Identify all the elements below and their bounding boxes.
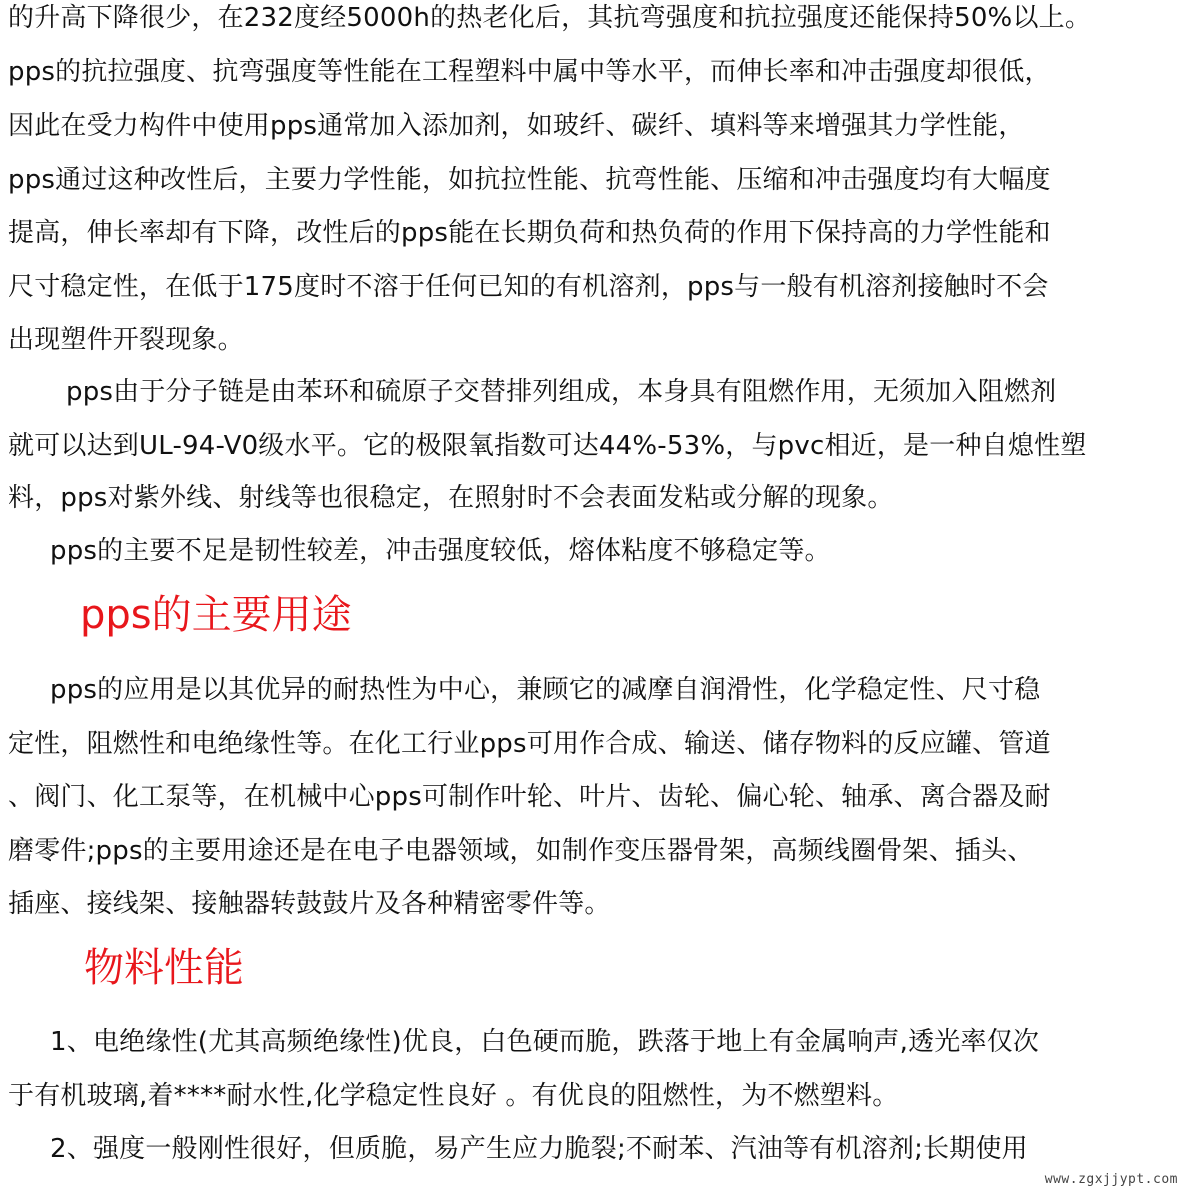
paragraph-line: pps由于分子链是由苯环和硫原子交替排列组成，本身具有阻燃作用，无须加入阻燃剂: [66, 377, 1057, 407]
paragraph-line: 尺寸稳定性，在低于175度时不溶于任何已知的有机溶剂，pps与一般有机溶剂接触时不会: [8, 272, 1049, 302]
paragraph-line: 就可以达到UL-94-V0级水平。它的极限氧指数可达44%-53%，与pvc相近，是一种自熄性塑: [8, 431, 1087, 461]
paragraph-line: 料，pps对紫外线、射线等也很稳定，在照射时不会表面发粘或分解的现象。: [8, 483, 894, 513]
paragraph-line: 、阀门、化工泵等，在机械中心pps可制作叶轮、叶片、齿轮、偏心轮、轴承、离合器及耐: [8, 782, 1051, 812]
watermark: www.zgxjjypt.com: [1044, 1172, 1178, 1187]
paragraph-line: 于有机玻璃,着****耐水性,化学稳定性良好 。有优良的阻燃性，为不燃塑料。: [8, 1081, 899, 1111]
paragraph-line: 因此在受力构件中使用pps通常加入添加剂，如玻纤、碳纤、填料等来增强其力学性能，: [8, 111, 1025, 141]
paragraph-line: 插座、接线架、接触器转鼓鼓片及各种精密零件等。: [8, 889, 611, 919]
paragraph-line: pps的抗拉强度、抗弯强度等性能在工程塑料中属中等水平，而伸长率和冲击强度却很低，: [8, 57, 1051, 87]
section-heading-properties: 物料性能: [84, 945, 244, 991]
paragraph-line: pps通过这种改性后，主要力学性能，如抗拉性能、抗弯性能、压缩和冲击强度均有大幅度: [8, 165, 1051, 195]
paragraph-line: 出现塑件开裂现象。: [8, 325, 244, 355]
paragraph-line: 2、强度一般刚性很好，但质脆，易产生应力脆裂;不耐苯、汽油等有机溶剂;长期使用: [50, 1134, 1028, 1164]
paragraph-line: 定性，阻燃性和电绝缘性等。在化工行业pps可用作合成、输送、储存物料的反应罐、管道: [8, 729, 1051, 759]
section-heading-uses: pps的主要用途: [80, 592, 352, 638]
paragraph-line: 的升高下降很少，在232度经5000h的热老化后，其抗弯强度和抗拉强度还能保持50%以上。: [8, 3, 1092, 33]
paragraph-line: 1、电绝缘性(尤其高频绝缘性)优良，白色硬而脆，跌落于地上有金属响声,透光率仅次: [50, 1027, 1040, 1057]
paragraph-line: 磨零件;pps的主要用途还是在电子电器领域，如制作变压器骨架，高频线圈骨架、插头、: [8, 836, 1034, 866]
paragraph-line: pps的主要不足是韧性较差，冲击强度较低，熔体粘度不够稳定等。: [50, 536, 831, 566]
paragraph-line: 提高，伸长率却有下降，改性后的pps能在长期负荷和热负荷的作用下保持高的力学性能和: [8, 218, 1051, 248]
paragraph-line: pps的应用是以其优异的耐热性为中心，兼顾它的减摩自润滑性，化学稳定性、尺寸稳: [50, 675, 1041, 705]
